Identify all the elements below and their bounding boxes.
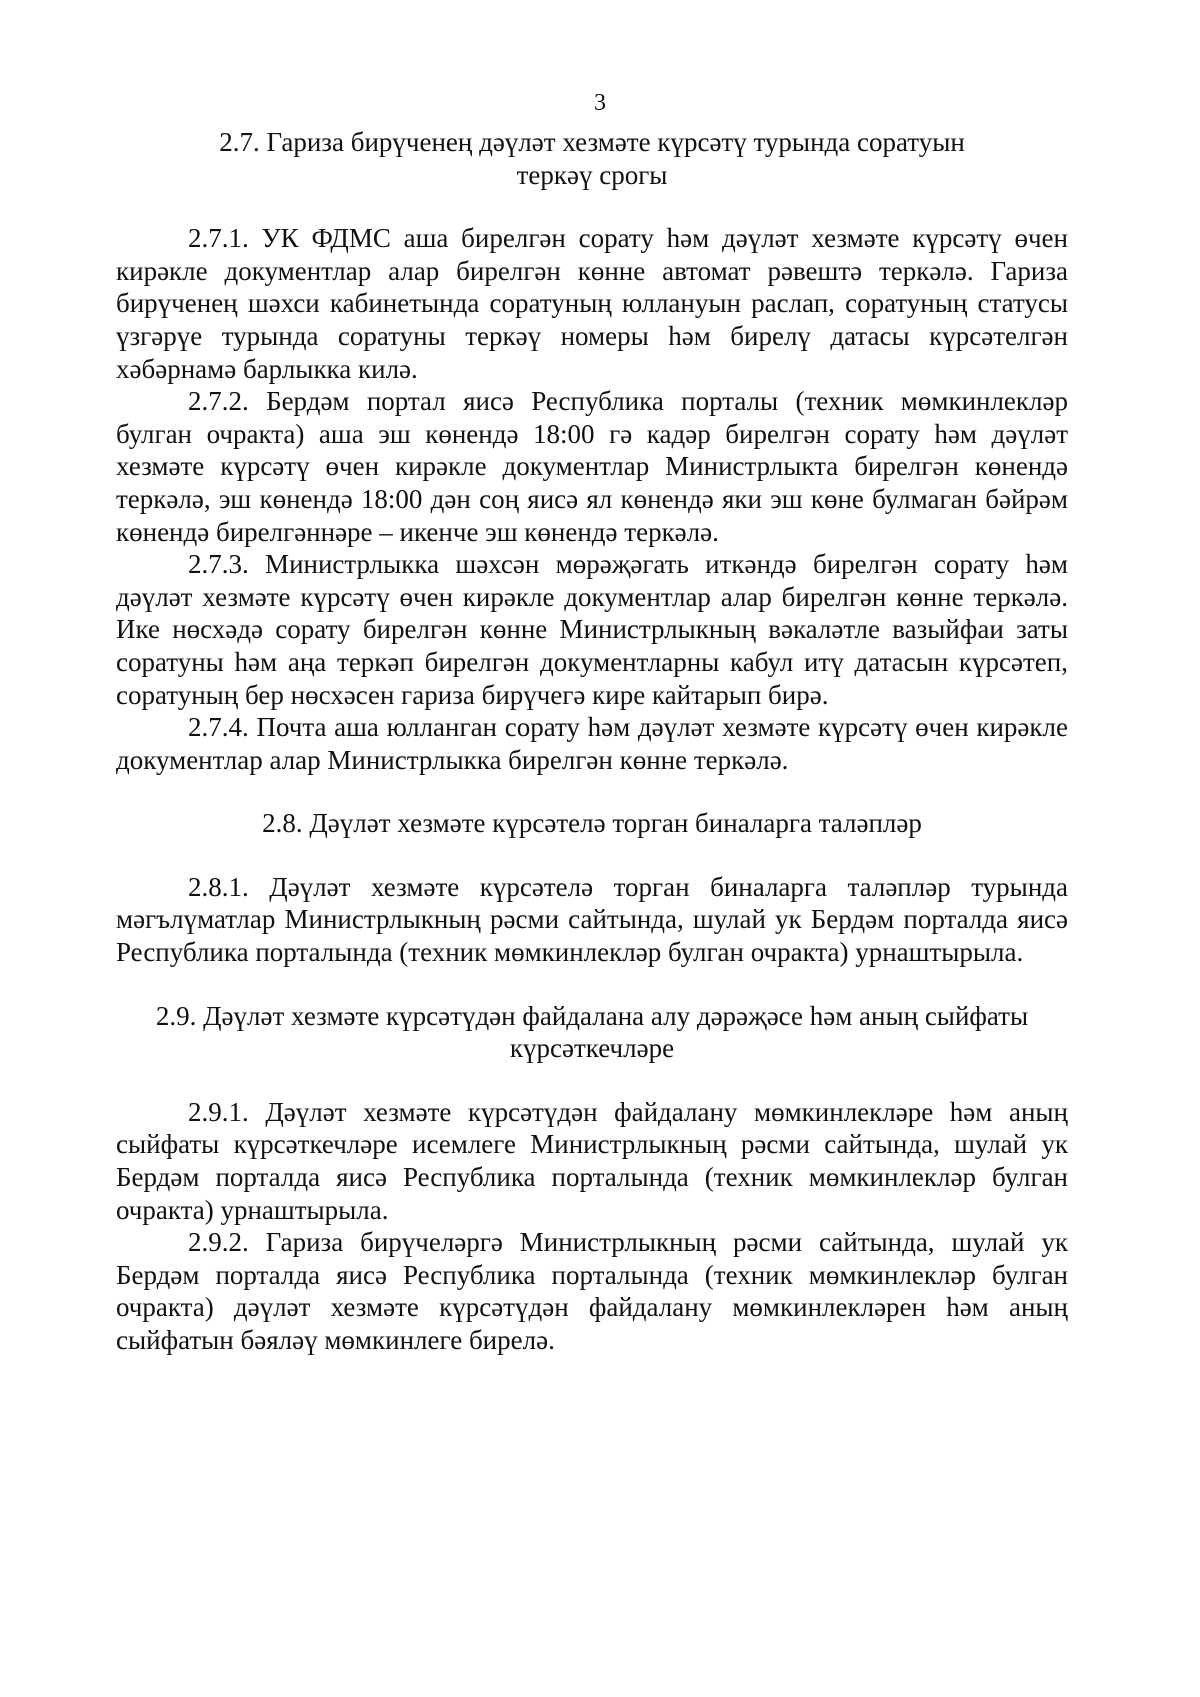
section-heading [116,1000,1068,1065]
paragraph-2-8-1: 2.8.1. Дәүләт хезмәте күрсәтелә торган биналарга таләпләр турында мәгълүматлар Министрлыкның рәсми сайтында, шулай ук Бердәм порталда яисә Республика порталында (техник мөмкинлекләр булган очракта) урнаштырыла. [116,871,1068,968]
document-body [116,126,1068,1357]
paragraph-2-7-2: 2.7.2. Бердәм портал яисә Республика порталы (техник мөмкинлекләр булган очракта) аша эш көнендә 18:00 гә кадәр бирелгән сорату һәм дәүләт хезмәте күрсәтү өчен кирәкле документлар Министрлыкта бирелгән көнендә теркәлә, эш көнендә 18:00 дән соң яисә ял көнендә яки эш көне булмаган бәйрәм көнендә бирелгәннәре – икенче эш көнендә теркәлә. [116,386,1068,547]
section-heading [116,807,1068,840]
page-number: 3 [594,90,606,116]
paragraph-2-7-4: 2.7.4. Почта аша юлланган сорату һәм дәүләт хезмәте күрсәтү өчен кирәкле документлар алар Министрлыкка бирелгән көнне теркәлә. [116,712,1068,775]
section-2-9 [116,1000,1068,1357]
heading-line: 2.7. Гариза бирүченең дәүләт хезмәте күрсәтү турында соратуын [219,127,965,157]
heading-line: 2.9. Дәүләт хезмәте күрсәтүдән файдалана алу дәрәҗәсе һәм аның сыйфаты [155,1000,1029,1031]
paragraph-2-7-1: 2.7.1. УК ФДМС аша бирелгән сорату һәм дәүләт хезмәте күрсәтү өчен кирәкле документлар алар бирелгән көнне автомат рәвештә теркәлә. Гариза бирүченең шәхси кабинетында соратуның юллануын раслап, соратуның статусы үзгәрүе турында соратуны теркәү номеры һәм бирелү датасы күрсәтелгән хәбәрнамә барлыкка килә. [116,223,1068,384]
heading-line: күрсәткечләре [509,1033,675,1064]
paragraph-2-9-2: 2.9.2. Гариза бирүчеләргә Министрлыкның рәсми сайтында, шулай ук Бердәм порталда яисә Республика порталында (техник мөмкинлекләр булган очракта) дәүләт хезмәте күрсәтүдән файдалану мөмкинлекләрен һәм аның сыйфатын бәяләү мөмкинлеге бирелә. [116,1227,1068,1355]
section-2-7 [116,126,1068,776]
heading-line: 2.8. Дәүләт хезмәте күрсәтелә торган биналарга таләпләр [262,808,922,839]
paragraph-2-9-1: 2.9.1. Дәүләт хезмәте күрсәтүдән файдалану мөмкинлекләре һәм аның сыйфаты күрсәткечләре исемлеге Министрлыкның рәсми сайтында, шулай ук Бердәм порталда яисә Республика порталында (техник мөмкинлекләр булган очракта) урнаштырыла. [116,1096,1068,1225]
paragraph-2-7-3: 2.7.3. Министрлыкка шәхсән мөрәҗәгать иткәндә бирелгән сорату һәм дәүләт хезмәте күрсәтү өчен кирәкле документлар алар бирелгән көнне теркәлә. Ике нөсхәдә сорату бирелгән көнне Министрлыкның вәкаләтле вазыйфаи заты соратуны һәм аңа теркәп бирелгән документларны кабул итү датасын күрсәтеп, соратуның бер нөсхәсен гариза бирүчегә кире кайтарып бирә. [116,549,1068,710]
section-2-8 [116,807,1068,968]
heading-line: теркәү срогы [516,159,668,190]
section-heading [116,126,1068,191]
